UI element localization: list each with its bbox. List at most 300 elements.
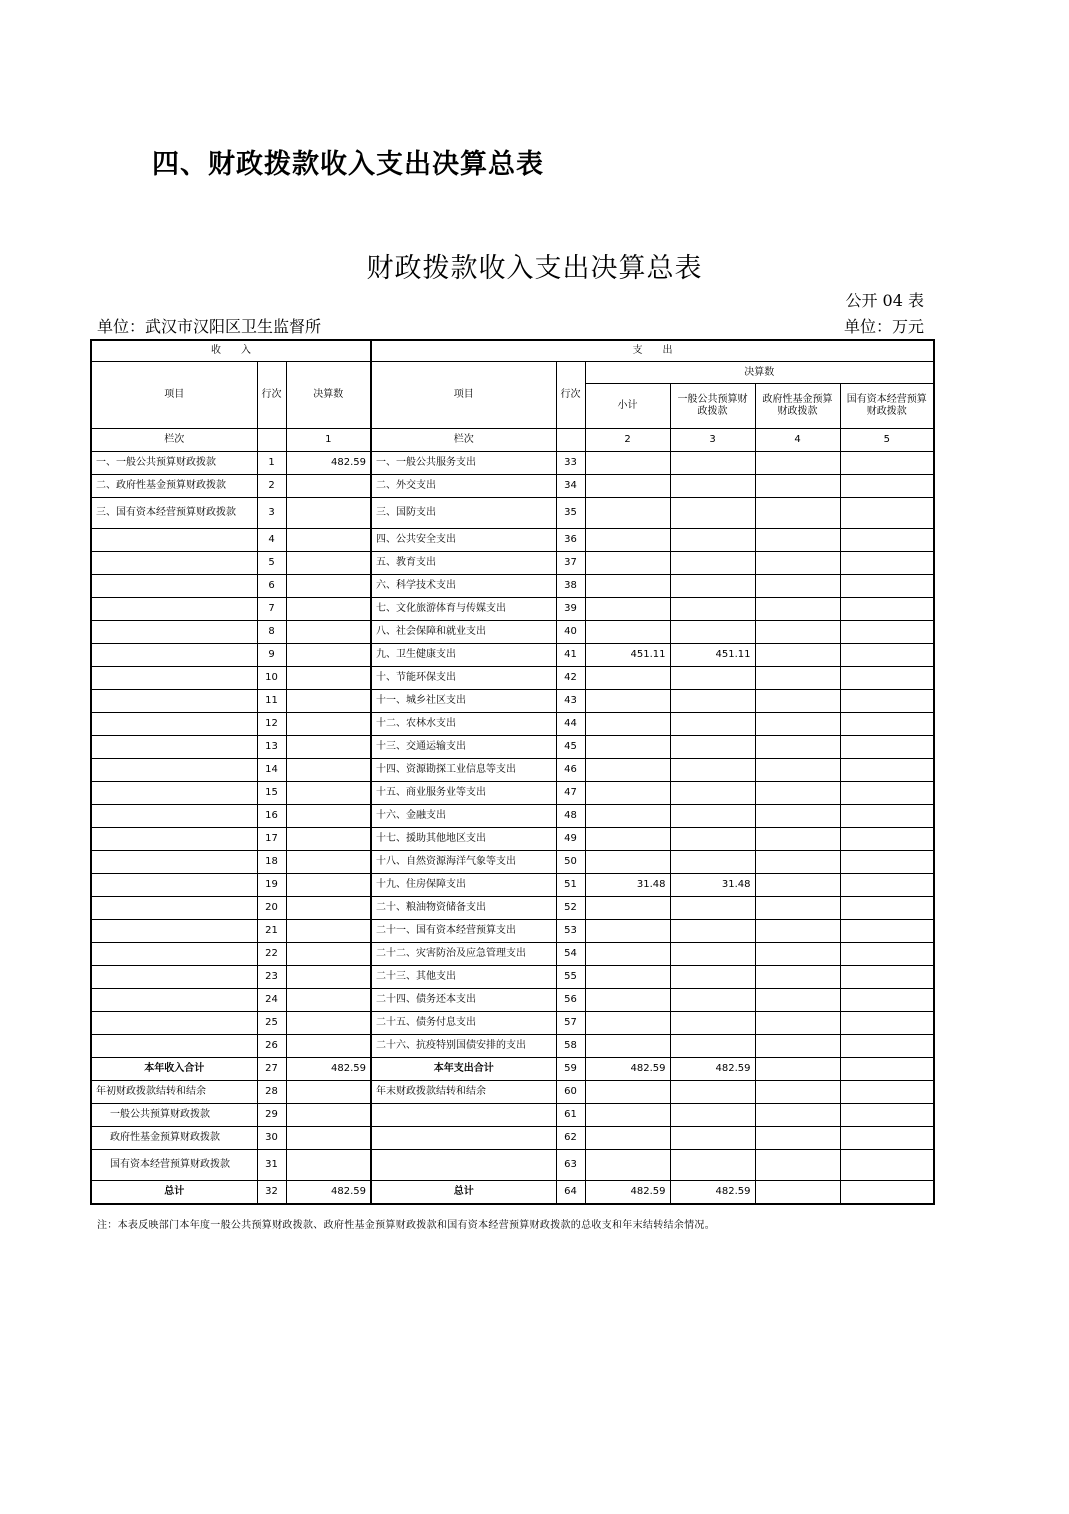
expense-item: 二十五、债务付息支出: [371, 1012, 556, 1035]
income-amount: [286, 713, 371, 736]
grand-total-expense-label: 总计: [371, 1181, 556, 1205]
income-amount: [286, 851, 371, 874]
table-row: [91, 874, 934, 897]
expense-item: 二十六、抗疫特别国债安排的支出: [371, 1035, 556, 1058]
income-item: [91, 759, 257, 782]
final-amount-group-header: 决算数: [585, 362, 934, 384]
begin-capital-label: 国有资本经营预算财政拨款: [91, 1150, 257, 1181]
income-item: [91, 621, 257, 644]
subtotal-amount: [585, 736, 670, 759]
expense-item: 九、卫生健康支出: [371, 644, 556, 667]
expense-item: 十八、自然资源海洋气象等支出: [371, 851, 556, 874]
expense-item: 五、教育支出: [371, 552, 556, 575]
income-amount: [286, 782, 371, 805]
gov-fund-amount: [755, 498, 840, 529]
col-label-income: 栏次: [91, 429, 257, 452]
grand-total-income-label: 总计: [91, 1181, 257, 1205]
begin-fund-no: 30: [257, 1127, 286, 1150]
subtotal-amount: [585, 759, 670, 782]
state-capital-amount: [840, 897, 934, 920]
expense-row-no: 55: [556, 966, 585, 989]
income-total-amount: 482.59: [286, 1058, 371, 1081]
state-capital-amount: [840, 575, 934, 598]
expense-row-no-header: 行次: [556, 362, 585, 429]
expense-header: 支 出: [371, 340, 934, 362]
subtotal-amount: [585, 552, 670, 575]
gov-fund-amount: [755, 989, 840, 1012]
general-budget-amount: [670, 598, 755, 621]
expense-row-no: 37: [556, 552, 585, 575]
general-budget-amount: [670, 966, 755, 989]
state-capital-amount: [840, 782, 934, 805]
income-row-no: 12: [257, 713, 286, 736]
general-budget-amount: [670, 943, 755, 966]
gov-fund-amount: [755, 475, 840, 498]
expense-item-header: 项目: [371, 362, 556, 429]
state-capital-amount: [840, 452, 934, 475]
expense-item: 二十四、债务还本支出: [371, 989, 556, 1012]
expense-row-no: 48: [556, 805, 585, 828]
general-budget-amount: [670, 1035, 755, 1058]
general-budget-amount: [670, 828, 755, 851]
expense-row-63-no: 63: [556, 1150, 585, 1181]
gov-fund-amount: [755, 943, 840, 966]
expense-item: 三、国防支出: [371, 498, 556, 529]
subtotal-amount: [585, 966, 670, 989]
expense-item: 二十三、其他支出: [371, 966, 556, 989]
income-item: 三、国有资本经营预算财政拨款: [91, 498, 257, 529]
table-row: [91, 644, 934, 667]
state-capital-amount: [840, 690, 934, 713]
table-row: [91, 598, 934, 621]
income-row-no: 25: [257, 1012, 286, 1035]
state-capital-header: 国有资本经营预算财政拨款: [840, 384, 934, 429]
general-budget-amount: [670, 498, 755, 529]
table-row: [91, 621, 934, 644]
income-row-no: 21: [257, 920, 286, 943]
expense-item: 十七、援助其他地区支出: [371, 828, 556, 851]
income-row-no: 8: [257, 621, 286, 644]
general-budget-amount: [670, 575, 755, 598]
income-amount: [286, 805, 371, 828]
general-budget-amount: [670, 713, 755, 736]
state-capital-amount: [840, 828, 934, 851]
general-budget-amount: [670, 851, 755, 874]
income-item: [91, 943, 257, 966]
income-item-header: 项目: [91, 362, 257, 429]
expense-row-61-no: 61: [556, 1104, 585, 1127]
subtotal-amount: [585, 529, 670, 552]
expense-row-no: 46: [556, 759, 585, 782]
income-row-no: 7: [257, 598, 286, 621]
subtotal-amount: [585, 667, 670, 690]
table-row: [91, 575, 934, 598]
expense-item: 二十一、国有资本经营预算支出: [371, 920, 556, 943]
col-index-2: 2: [585, 429, 670, 452]
subtotal-amount: 31.48: [585, 874, 670, 897]
income-amount: [286, 575, 371, 598]
income-amount: [286, 943, 371, 966]
income-row-no: 17: [257, 828, 286, 851]
income-item: [91, 989, 257, 1012]
expense-row-62-no: 62: [556, 1127, 585, 1150]
expense-row-no: 47: [556, 782, 585, 805]
gov-fund-amount: [755, 1035, 840, 1058]
table-row: [91, 828, 934, 851]
expense-total-general: 482.59: [670, 1058, 755, 1081]
income-amount-header: 决算数: [286, 362, 371, 429]
income-item: [91, 575, 257, 598]
income-amount: [286, 529, 371, 552]
state-capital-amount: [840, 598, 934, 621]
general-budget-amount: [670, 782, 755, 805]
table-row: [91, 552, 934, 575]
state-capital-amount: [840, 920, 934, 943]
subtotal-amount: [585, 1035, 670, 1058]
end-balance-label: 年末财政拨款结转和结余: [371, 1081, 556, 1104]
expense-item: 四、公共安全支出: [371, 529, 556, 552]
col-index-4: 4: [755, 429, 840, 452]
expense-item: 十四、资源勘探工业信息等支出: [371, 759, 556, 782]
expense-row-no: 50: [556, 851, 585, 874]
gov-fund-amount: [755, 828, 840, 851]
income-amount: 482.59: [286, 452, 371, 475]
expense-item: 十九、住房保障支出: [371, 874, 556, 897]
income-total-no: 27: [257, 1058, 286, 1081]
expense-row-no: 51: [556, 874, 585, 897]
income-amount: [286, 920, 371, 943]
col-index-1: 1: [286, 429, 371, 452]
income-item: [91, 713, 257, 736]
table-row: [91, 713, 934, 736]
income-row-no: 9: [257, 644, 286, 667]
income-row-no: 16: [257, 805, 286, 828]
income-row-no: 2: [257, 475, 286, 498]
income-row-no-header: 行次: [257, 362, 286, 429]
income-amount: [286, 667, 371, 690]
expense-row-no: 43: [556, 690, 585, 713]
subtotal-amount: [585, 452, 670, 475]
income-item: [91, 529, 257, 552]
expense-row-no: 57: [556, 1012, 585, 1035]
income-row-no: 15: [257, 782, 286, 805]
state-capital-amount: [840, 621, 934, 644]
expense-item: 二十、粮油物资储备支出: [371, 897, 556, 920]
expense-row-no: 52: [556, 897, 585, 920]
general-budget-amount: [670, 452, 755, 475]
grand-total-income-amount: 482.59: [286, 1181, 371, 1205]
expense-item: 八、社会保障和就业支出: [371, 621, 556, 644]
expense-item: 十六、金融支出: [371, 805, 556, 828]
gov-fund-amount: [755, 966, 840, 989]
expense-row-no: 42: [556, 667, 585, 690]
expense-row-no: 45: [556, 736, 585, 759]
expense-total-no: 59: [556, 1058, 585, 1081]
money-unit: 单位：万元: [843, 317, 924, 336]
income-item: [91, 1012, 257, 1035]
expense-row-no: 39: [556, 598, 585, 621]
budget-summary-table: [90, 339, 935, 1205]
state-capital-amount: [840, 1012, 934, 1035]
table-row: [91, 1012, 934, 1035]
income-item: [91, 1035, 257, 1058]
gov-fund-amount: [755, 805, 840, 828]
income-row-no: 13: [257, 736, 286, 759]
gov-fund-amount: [755, 897, 840, 920]
state-capital-amount: [840, 529, 934, 552]
end-balance-no: 60: [556, 1081, 585, 1104]
col-index-3: 3: [670, 429, 755, 452]
general-budget-amount: 31.48: [670, 874, 755, 897]
general-budget-amount: [670, 759, 755, 782]
table-row: [91, 966, 934, 989]
income-item: [91, 552, 257, 575]
expense-row-no: 54: [556, 943, 585, 966]
income-amount: [286, 736, 371, 759]
begin-balance-label: 年初财政拨款结转和结余: [91, 1081, 257, 1104]
income-row-no: 26: [257, 1035, 286, 1058]
income-item: [91, 644, 257, 667]
begin-fund-label: 政府性基金预算财政拨款: [91, 1127, 257, 1150]
state-capital-amount: [840, 736, 934, 759]
income-amount: [286, 598, 371, 621]
income-amount: [286, 759, 371, 782]
grand-total-general: 482.59: [670, 1181, 755, 1205]
state-capital-amount: [840, 498, 934, 529]
income-item: [91, 920, 257, 943]
state-capital-amount: [840, 805, 934, 828]
table-row: [91, 498, 934, 529]
gov-fund-amount: [755, 690, 840, 713]
subtotal-amount: [585, 782, 670, 805]
expense-row-no: 35: [556, 498, 585, 529]
income-amount: [286, 874, 371, 897]
gov-fund-amount: [755, 667, 840, 690]
expense-item: 十、节能环保支出: [371, 667, 556, 690]
table-note: 注：本表反映部门本年度一般公共预算财政拨款、政府性基金预算财政拨款和国有资本经营预算财政拨款的总收支和年末结转结余情况。: [97, 1220, 715, 1231]
subtotal-header: 小计: [585, 384, 670, 429]
gov-fund-amount: [755, 452, 840, 475]
income-item: [91, 897, 257, 920]
subtotal-amount: [585, 989, 670, 1012]
expense-row-no: 49: [556, 828, 585, 851]
table-row: [91, 690, 934, 713]
income-amount: [286, 475, 371, 498]
state-capital-amount: [840, 713, 934, 736]
income-amount: [286, 989, 371, 1012]
general-budget-amount: [670, 920, 755, 943]
gov-fund-amount: [755, 782, 840, 805]
gov-fund-amount: [755, 529, 840, 552]
subtotal-amount: [585, 475, 670, 498]
col-index-5: 5: [840, 429, 934, 452]
begin-general-label: 一般公共预算财政拨款: [91, 1104, 257, 1127]
subtotal-amount: [585, 897, 670, 920]
subtotal-amount: [585, 943, 670, 966]
general-budget-amount: [670, 989, 755, 1012]
subtotal-amount: [585, 621, 670, 644]
income-item: [91, 805, 257, 828]
income-amount: [286, 498, 371, 529]
table-row: [91, 452, 934, 475]
subtotal-amount: [585, 575, 670, 598]
income-amount: [286, 644, 371, 667]
table-row: [91, 897, 934, 920]
general-budget-amount: [670, 621, 755, 644]
expense-row-no: 34: [556, 475, 585, 498]
income-row-no: 20: [257, 897, 286, 920]
expense-item: 十一、城乡社区支出: [371, 690, 556, 713]
general-budget-amount: [670, 529, 755, 552]
begin-balance-no: 28: [257, 1081, 286, 1104]
expense-row-no: 36: [556, 529, 585, 552]
gov-fund-amount: [755, 621, 840, 644]
general-budget-amount: [670, 475, 755, 498]
table-row: [91, 782, 934, 805]
income-row-no: 24: [257, 989, 286, 1012]
gov-fund-amount: [755, 851, 840, 874]
grand-total-subtotal: 482.59: [585, 1181, 670, 1205]
income-item: [91, 598, 257, 621]
gov-fund-amount: [755, 575, 840, 598]
income-row-no: 14: [257, 759, 286, 782]
expense-item: 十二、农林水支出: [371, 713, 556, 736]
expense-row-no: 38: [556, 575, 585, 598]
col-label-expense: 栏次: [371, 429, 556, 452]
income-item: [91, 874, 257, 897]
subtotal-amount: [585, 828, 670, 851]
income-item: [91, 690, 257, 713]
income-amount: [286, 690, 371, 713]
income-item: [91, 667, 257, 690]
income-amount: [286, 1012, 371, 1035]
income-item: 一、一般公共预算财政拨款: [91, 452, 257, 475]
section-title: 四、财政拨款收入支出决算总表: [152, 149, 544, 180]
income-item: [91, 782, 257, 805]
income-amount: [286, 897, 371, 920]
subtotal-amount: [585, 805, 670, 828]
expense-total-label: 本年支出合计: [371, 1058, 556, 1081]
expense-total-subtotal: 482.59: [585, 1058, 670, 1081]
subtotal-amount: [585, 1012, 670, 1035]
gov-fund-amount: [755, 713, 840, 736]
income-row-no: 4: [257, 529, 286, 552]
income-row-no: 23: [257, 966, 286, 989]
gov-fund-amount: [755, 552, 840, 575]
expense-row-no: 40: [556, 621, 585, 644]
expense-row-no: 53: [556, 920, 585, 943]
state-capital-amount: [840, 989, 934, 1012]
expense-item: 六、科学技术支出: [371, 575, 556, 598]
gov-fund-amount: [755, 644, 840, 667]
expense-item: 一、一般公共服务支出: [371, 452, 556, 475]
table-row: [91, 529, 934, 552]
state-capital-amount: [840, 851, 934, 874]
gov-fund-amount: [755, 1012, 840, 1035]
general-budget-amount: [670, 1012, 755, 1035]
begin-general-no: 29: [257, 1104, 286, 1127]
table-row: [91, 1035, 934, 1058]
gov-fund-amount: [755, 736, 840, 759]
table-row: [91, 475, 934, 498]
income-row-no: 3: [257, 498, 286, 529]
income-amount: [286, 828, 371, 851]
income-item: [91, 851, 257, 874]
expense-row-no: 44: [556, 713, 585, 736]
subtotal-amount: [585, 920, 670, 943]
income-row-no: 10: [257, 667, 286, 690]
expense-item: 十五、商业服务业等支出: [371, 782, 556, 805]
gov-fund-amount: [755, 920, 840, 943]
expense-item: 十三、交通运输支出: [371, 736, 556, 759]
general-budget-header: 一般公共预算财政拨款: [670, 384, 755, 429]
state-capital-amount: [840, 874, 934, 897]
table-row: [91, 920, 934, 943]
subtotal-amount: 451.11: [585, 644, 670, 667]
income-amount: [286, 1035, 371, 1058]
begin-capital-no: 31: [257, 1150, 286, 1181]
income-amount: [286, 552, 371, 575]
income-row-no: 11: [257, 690, 286, 713]
general-budget-amount: [670, 736, 755, 759]
income-row-no: 18: [257, 851, 286, 874]
table-title: 财政拨款收入支出决算总表: [366, 253, 703, 284]
organization-unit: 单位：武汉市汉阳区卫生监督所: [97, 317, 322, 336]
table-row: [91, 851, 934, 874]
table-row: [91, 989, 934, 1012]
expense-item: 二十二、灾害防治及应急管理支出: [371, 943, 556, 966]
expense-item: 二、外交支出: [371, 475, 556, 498]
form-number: 公开 04 表: [845, 291, 924, 310]
income-row-no: 5: [257, 552, 286, 575]
income-amount: [286, 966, 371, 989]
gov-fund-amount: [755, 874, 840, 897]
subtotal-amount: [585, 851, 670, 874]
income-item: [91, 736, 257, 759]
table-row: [91, 667, 934, 690]
expense-row-no: 33: [556, 452, 585, 475]
general-budget-amount: [670, 552, 755, 575]
state-capital-amount: [840, 943, 934, 966]
state-capital-amount: [840, 644, 934, 667]
expense-row-no: 41: [556, 644, 585, 667]
expense-item: 七、文化旅游体育与传媒支出: [371, 598, 556, 621]
state-capital-amount: [840, 667, 934, 690]
gov-fund-amount: [755, 759, 840, 782]
subtotal-amount: [585, 690, 670, 713]
income-item: 二、政府性基金预算财政拨款: [91, 475, 257, 498]
income-header: 收 入: [91, 340, 371, 362]
income-row-no: 19: [257, 874, 286, 897]
table-row: [91, 759, 934, 782]
subtotal-amount: [585, 713, 670, 736]
general-budget-amount: [670, 805, 755, 828]
expense-row-no: 56: [556, 989, 585, 1012]
general-budget-amount: [670, 667, 755, 690]
state-capital-amount: [840, 552, 934, 575]
general-budget-amount: 451.11: [670, 644, 755, 667]
subtotal-amount: [585, 498, 670, 529]
table-row: [91, 736, 934, 759]
grand-total-income-no: 32: [257, 1181, 286, 1205]
state-capital-amount: [840, 475, 934, 498]
income-item: [91, 966, 257, 989]
general-budget-amount: [670, 690, 755, 713]
expense-row-no: 58: [556, 1035, 585, 1058]
state-capital-amount: [840, 759, 934, 782]
grand-total-expense-no: 64: [556, 1181, 585, 1205]
state-capital-amount: [840, 1035, 934, 1058]
